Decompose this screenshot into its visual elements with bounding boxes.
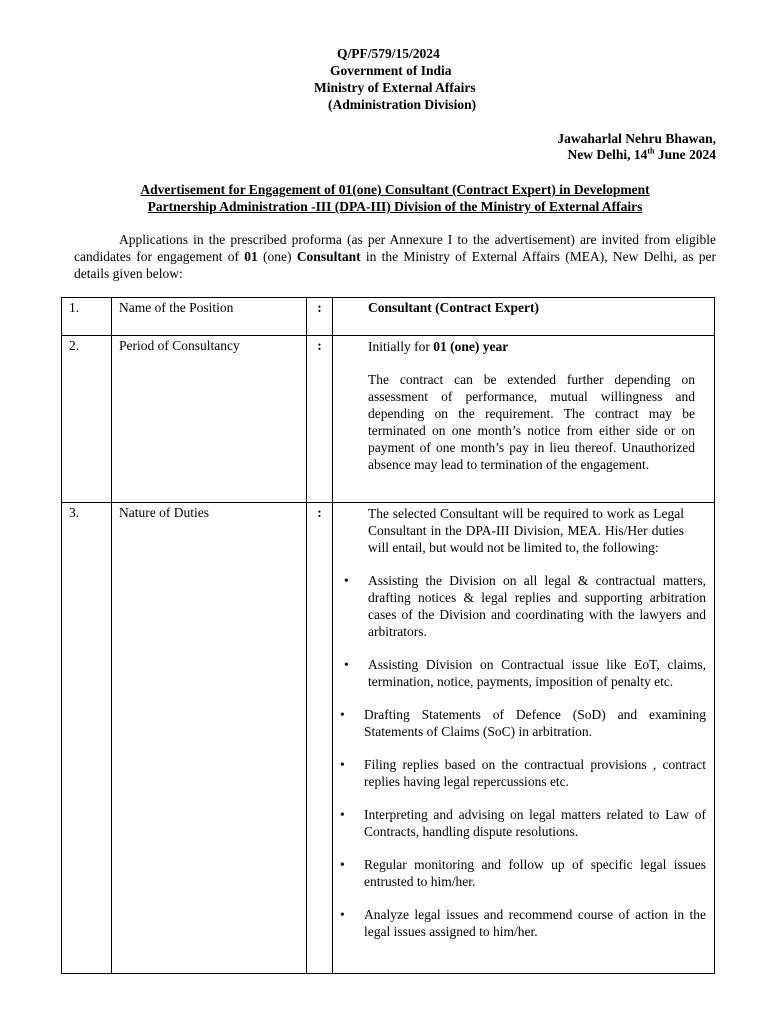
details-table bbox=[61, 297, 715, 974]
list-item: • Analyze legal issues and recommend course of action in the legal issues assigned to him/her. bbox=[364, 906, 706, 940]
row-colon: : bbox=[307, 336, 333, 503]
table-row bbox=[62, 336, 715, 503]
list-item: • Regular monitoring and follow up of specific legal issues entrusted to him/her. bbox=[364, 856, 706, 890]
intro-text-2: (one) bbox=[257, 249, 297, 264]
duties-value bbox=[333, 503, 715, 974]
date-line bbox=[567, 146, 716, 163]
advertisement-title-line2: Partnership Administration -III (DPA-III) Division of the Ministry of External Affairs bbox=[147, 199, 643, 214]
division-line: (Administration Division) bbox=[328, 97, 477, 112]
position-value: Consultant (Contract Expert) bbox=[333, 298, 715, 336]
row-number: 3. bbox=[62, 503, 112, 974]
list-item: • Drafting Statements of Defence (SoD) and examining Statements of Claims (SoC) in arbitration. bbox=[364, 706, 706, 740]
date-superscript: th bbox=[647, 146, 655, 156]
row-label: Nature of Duties bbox=[112, 503, 307, 974]
address-line: Jawaharlal Nehru Bhawan, bbox=[557, 131, 716, 146]
duties-list bbox=[364, 572, 706, 940]
reference-number: Q/PF/579/15/2024 bbox=[337, 46, 440, 61]
initial-prefix: Initially for bbox=[368, 339, 434, 354]
initial-duration: 01 (one) year bbox=[433, 339, 509, 354]
row-number: 1. bbox=[62, 298, 112, 336]
row-colon: : bbox=[307, 298, 333, 336]
row-label: Name of the Position bbox=[112, 298, 307, 336]
row-colon: : bbox=[307, 503, 333, 974]
intro-bold-position: Consultant bbox=[296, 249, 361, 264]
table-row bbox=[62, 298, 715, 336]
date-prefix: New Delhi, 14 bbox=[567, 147, 648, 162]
extension-paragraph: The contract can be extended further depending on assessment of performance, mutual willingness and depending on the requirement. The contract may be terminated on one month’s notice from either side or on payment of one month’s pay in lieu thereof. Unauthorized absence may lead to termination of the engagement. bbox=[368, 372, 695, 472]
row-number: 2. bbox=[62, 336, 112, 503]
government-line: Government of India bbox=[330, 63, 452, 78]
list-item: • Assisting Division on Contractual issue like EoT, claims, termination, notice, payments, imposition of penalty etc. bbox=[368, 656, 706, 690]
initial-period bbox=[368, 338, 695, 355]
duties-intro: The selected Consultant will be required to work as Legal Consultant in the DPA-III Division, MEA. His/Her duties will entail, but would not be limited to, the following: bbox=[368, 506, 684, 555]
date-suffix: June 2024 bbox=[654, 147, 716, 162]
ministry-line: Ministry of External Affairs bbox=[314, 80, 476, 95]
advertisement-title-line1: Advertisement for Engagement of 01(one) Consultant (Contract Expert) in Development bbox=[140, 182, 650, 197]
advertisement-title bbox=[60, 181, 730, 215]
intro-text-3: in the Ministry of External Affairs (MEA), New Delhi, as per details given below: bbox=[74, 249, 717, 281]
table-row bbox=[62, 503, 715, 974]
list-item: • Interpreting and advising on legal matters related to Law of Contracts, handling dispute resolutions. bbox=[364, 806, 706, 840]
intro-text-1: Applications in the prescribed proforma (as per Annexure I to the advertisement) are invited from eligible candidates for engagement of bbox=[74, 232, 716, 264]
consultancy-period-value bbox=[333, 336, 715, 503]
list-item: • Filing replies based on the contractual provisions , contract replies having legal repercussions etc. bbox=[364, 756, 706, 790]
intro-bold-count: 01 bbox=[244, 249, 258, 264]
row-label: Period of Consultancy bbox=[112, 336, 307, 503]
list-item: • Assisting the Division on all legal & contractual matters, drafting notices & legal replies and supporting arbitration cases of the Division and coordinating with the lawyers and arbitrators. bbox=[368, 572, 706, 640]
intro-paragraph bbox=[74, 231, 716, 282]
